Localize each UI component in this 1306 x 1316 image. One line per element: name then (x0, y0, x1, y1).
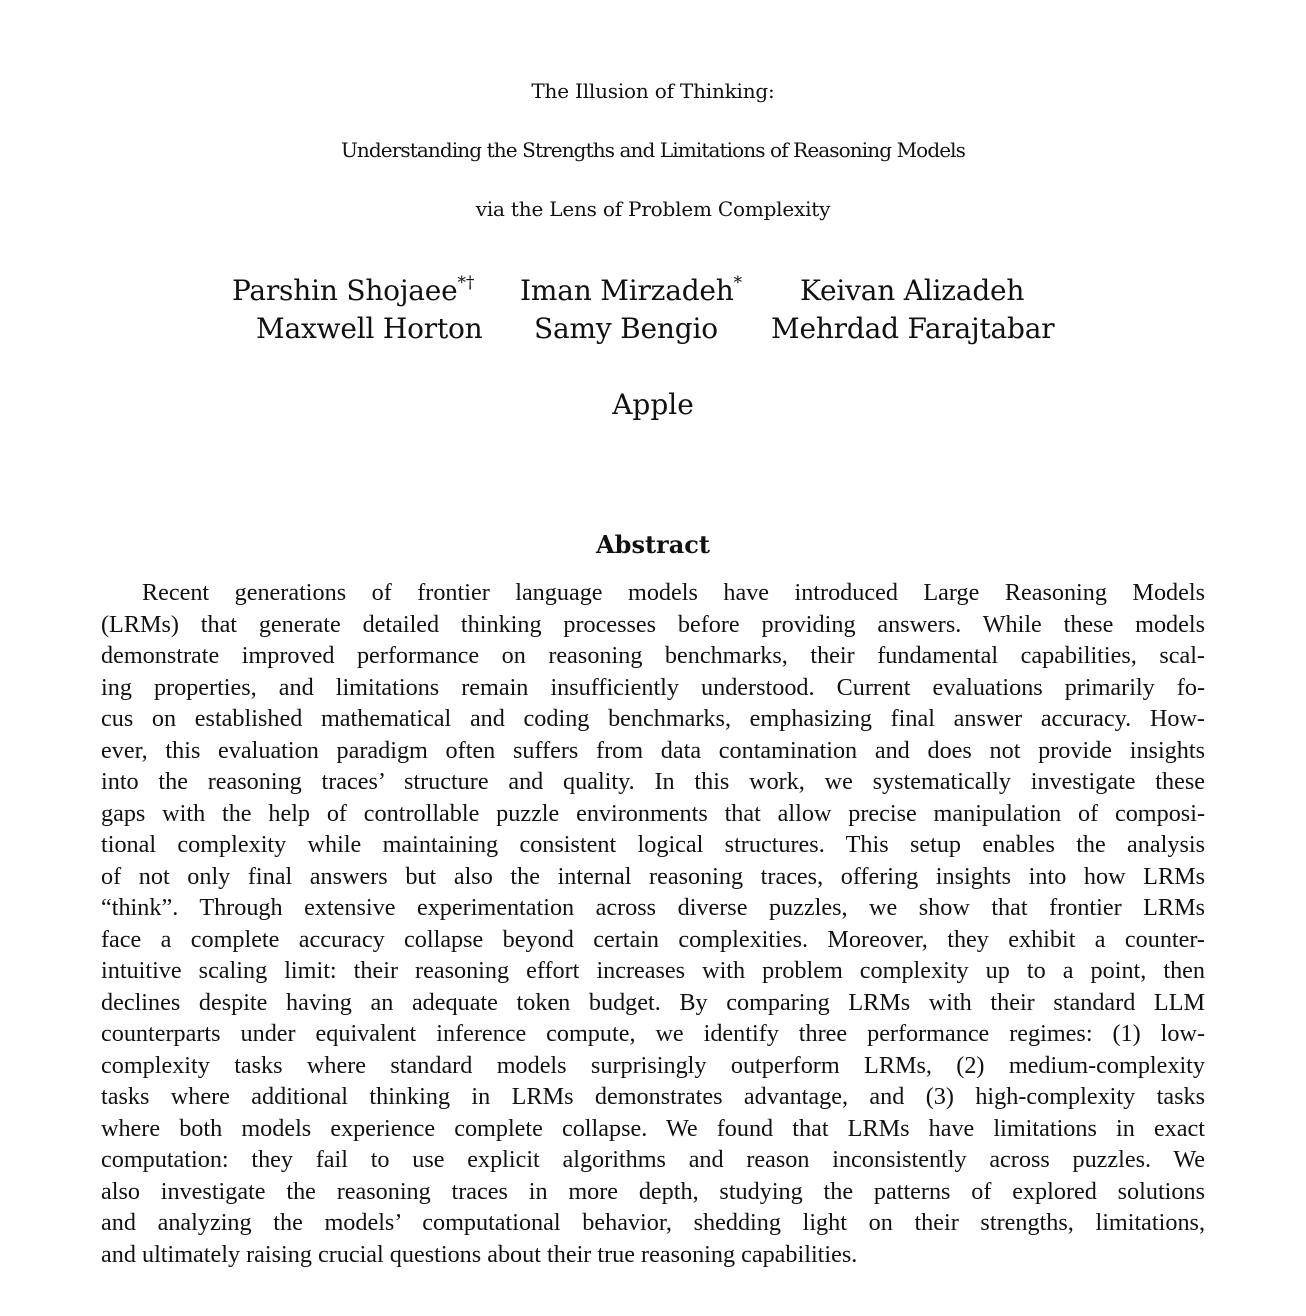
author-1 (232, 274, 474, 308)
abstract-line: ever, this evaluation paradigm often suffers from data contamination and does not provide insights (101, 736, 1205, 764)
abstract-line: face a complete accuracy collapse beyond certain complexities. Moreover, they exhibit a counter- (101, 925, 1205, 953)
author-name: Keivan Alizadeh (800, 274, 1025, 307)
abstract-line: cus on established mathematical and coding benchmarks, emphasizing final answer accuracy. How- (101, 705, 1205, 732)
author-marks: *† (457, 272, 475, 293)
author-name: Maxwell Horton (256, 312, 483, 345)
abstract-line: “think”. Through extensive experimentation across diverse puzzles, we show that frontier LRMs (101, 894, 1205, 921)
abstract-line: counterparts under equivalent inference compute, we identify three performance regimes: (1) low- (101, 1020, 1205, 1047)
author-3 (800, 274, 1024, 308)
abstract-line: gaps with the help of controllable puzzle environments that allow precise manipulation of composi- (101, 799, 1205, 827)
paper-title (0, 62, 1306, 239)
author-name: Mehrdad Farajtabar (771, 312, 1055, 345)
abstract-line: ing properties, and limitations remain insufficiently understood. Current evaluations primarily fo- (101, 673, 1205, 701)
author-4 (256, 312, 483, 346)
title-line-3: via the Lens of Problem Complexity (475, 197, 831, 221)
author-name: Iman Mirzadeh (520, 274, 734, 307)
author-6 (771, 312, 1054, 346)
abstract-line: Recent generations of frontier language models have introduced Large Reasoning Models (142, 579, 1205, 606)
abstract-line: demonstrate improved performance on reasoning benchmarks, their fundamental capabilities, scal- (101, 642, 1205, 669)
abstract-line: and ultimately raising crucial questions about their true reasoning capabilities. (101, 1240, 858, 1268)
abstract-line: also investigate the reasoning traces in more depth, studying the patterns of explored solutions (101, 1177, 1205, 1205)
abstract-line: intuitive scaling limit: their reasoning effort increases with problem complexity up to a point, then (101, 957, 1205, 984)
abstract-line: tional complexity while maintaining consistent logical structures. This setup enables the analysis (101, 831, 1205, 858)
title-line-1: The Illusion of Thinking: (531, 79, 775, 103)
abstract-line: into the reasoning traces’ structure and quality. In this work, we systematically investigate these (101, 768, 1205, 795)
author-marks: * (733, 272, 742, 293)
abstract-line: tasks where additional thinking in LRMs demonstrates advantage, and (3) high-complexity tasks (101, 1083, 1205, 1110)
author-5 (534, 312, 718, 346)
abstract-line: and analyzing the models’ computational behavior, shedding light on their strengths, limitations, (101, 1209, 1205, 1236)
abstract-line: of not only final answers but also the internal reasoning traces, offering insights into how LRMs (101, 862, 1205, 890)
abstract-heading: Abstract (596, 530, 710, 559)
abstract-line: where both models experience complete collapse. We found that LRMs have limitations in exact (101, 1114, 1205, 1142)
abstract-line: computation: they fail to use explicit algorithms and reason inconsistently across puzzles. We (101, 1146, 1205, 1173)
author-name: Samy Bengio (534, 312, 718, 345)
abstract-body (101, 577, 1205, 1270)
abstract-line: declines despite having an adequate token budget. By comparing LRMs with their standard LLM (101, 988, 1205, 1016)
title-line-2: Understanding the Strengths and Limitations of Reasoning Models (340, 138, 966, 162)
author-name: Parshin Shojaee (232, 274, 458, 307)
author-2 (520, 274, 742, 308)
abstract-line: (LRMs) that generate detailed thinking processes before providing answers. While these models (101, 610, 1205, 638)
abstract-line: complexity tasks where standard models surprisingly outperform LRMs, (2) medium-complexity (101, 1051, 1205, 1079)
affiliation: Apple (612, 388, 694, 421)
